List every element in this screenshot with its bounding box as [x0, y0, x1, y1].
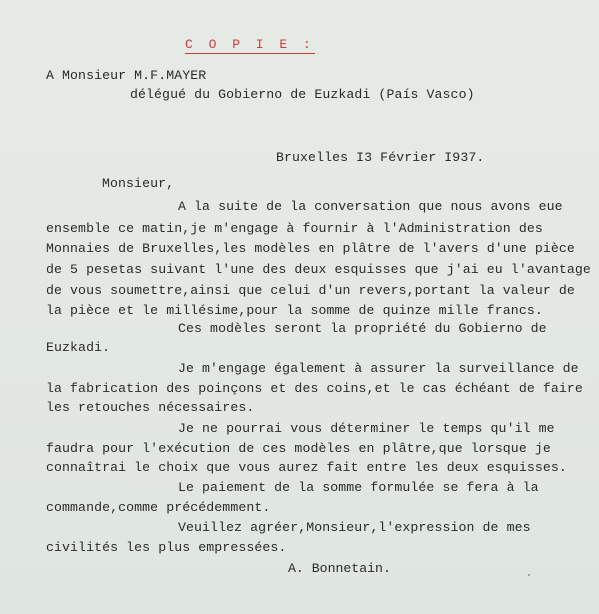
address-recipient: A Monsieur M.F.MAYER — [46, 68, 207, 83]
body-line: connaîtrai le choix que vous aurez fait entre les deux esquisses. — [46, 460, 567, 475]
body-line: Je m'engage également à assurer la surveillance de — [178, 361, 579, 376]
salutation: Monsieur, — [102, 176, 175, 191]
body-line: de vous soumettre,ainsi que celui d'un revers,portant la valeur de — [46, 283, 575, 298]
body-line: de 5 pesetas suivant l'une des deux esquisses que j'ai eu l'avantage — [46, 262, 591, 277]
body-line: les retouches nécessaires. — [46, 400, 255, 415]
body-line: faudra pour l'exécution de ces modèles en plâtre,que lorsque je — [46, 441, 551, 456]
address-title: délégué du Gobierno de Euzkadi (País Vasco) — [130, 87, 475, 102]
copie-underline — [185, 53, 315, 54]
body-line: ensemble ce matin,je m'engage à fournir à l'Administration des — [46, 221, 543, 236]
body-line: la pièce et le millésime,pour la somme de quinze mille francs. — [46, 303, 543, 318]
body-line: commande,comme précédemment. — [46, 500, 271, 515]
copie-heading: C O P I E : — [185, 37, 315, 52]
body-line: A la suite de la conversation que nous avons eue — [178, 199, 563, 214]
body-line: Monnaies de Bruxelles,les modèles en plâtre de l'avers d'une pièce — [46, 241, 575, 256]
body-line: Je ne pourrai vous déterminer le temps qu'il me — [178, 421, 555, 436]
body-line: Euzkadi. — [46, 340, 111, 355]
body-line: Le paiement de la somme formulée se fera à la — [178, 480, 539, 495]
paper-speck — [528, 574, 530, 576]
body-line: Veuillez agréer,Monsieur,l'expression de mes — [178, 520, 531, 535]
dateline: Bruxelles I3 Février I937. — [276, 150, 485, 165]
body-line: civilités les plus empressées. — [46, 540, 287, 555]
signature: A. Bonnetain. — [288, 561, 391, 576]
body-line: la fabrication des poinçons et des coins,et le cas échéant de faire — [46, 381, 583, 396]
body-line: Ces modèles seront la propriété du Gobierno de — [178, 321, 547, 336]
